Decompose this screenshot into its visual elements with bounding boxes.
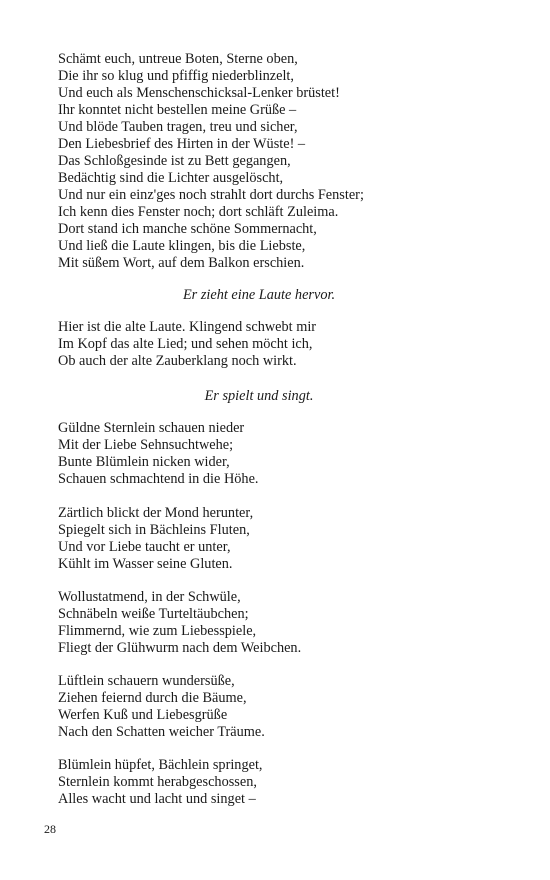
song-stanza-4: [58, 673, 528, 741]
verse-line: Alles wacht und lacht und singet –: [58, 791, 256, 807]
song-stanza-2: [58, 505, 528, 573]
verse-line: Und euch als Menschenschicksal-Lenker brüstet!: [58, 85, 340, 101]
verse-line: Hier ist die alte Laute. Klingend schwebt mir: [58, 319, 317, 335]
verse-line: Schauen schmachtend in die Höhe.: [58, 471, 259, 487]
stage-direction-1: Er zieht eine Laute hervor.: [182, 287, 336, 303]
verse-line: Mit süßem Wort, auf dem Balkon erschien.: [58, 255, 305, 271]
verse-line: Sternlein kommt herabgeschossen,: [58, 774, 257, 790]
verse-line: Ihr konntet nicht bestellen meine Grüße –: [58, 102, 297, 118]
verse-line: Wollustatmend, in der Schwüle,: [58, 589, 241, 605]
verse-line: Zärtlich blickt der Mond herunter,: [58, 505, 254, 521]
verse-line: Ich kenn dies Fenster noch; dort schläft Zuleima.: [58, 204, 339, 220]
verse-line: Schnäbeln weiße Turteltäubchen;: [58, 606, 249, 622]
verse-line: Ziehen feiernd durch die Bäume,: [58, 690, 247, 706]
verse-line: Lüftlein schauern wundersüße,: [58, 673, 235, 689]
verse-line: Ob auch der alte Zauberklang noch wirkt.: [58, 353, 297, 369]
verse-line: Bedächtig sind die Lichter ausgelöscht,: [58, 170, 284, 186]
verse-line: Nach den Schatten weicher Träume.: [58, 724, 265, 740]
verse-line: Flimmernd, wie zum Liebesspiele,: [58, 623, 257, 639]
verse-line: Und nur ein einz'ges noch strahlt dort durchs Fenster;: [58, 187, 364, 203]
page-number: 28: [44, 822, 56, 836]
verse-line: Dort stand ich manche schöne Sommernacht,: [58, 221, 317, 237]
verse-line: Im Kopf das alte Lied; und sehen möcht ich,: [58, 336, 313, 352]
verse-stanza-2: [58, 319, 528, 370]
verse-stanza-1: [58, 51, 528, 272]
verse-line: Fliegt der Glühwurm nach dem Weibchen.: [58, 640, 302, 656]
verse-line: Werfen Kuß und Liebesgrüße: [58, 707, 228, 723]
verse-line: Blümlein hüpfet, Bächlein springet,: [58, 757, 263, 773]
song-stanza-3: [58, 589, 528, 657]
verse-line: Und vor Liebe taucht er unter,: [58, 539, 231, 555]
verse-line: Die ihr so klug und pfiffig niederblinzelt,: [58, 68, 294, 84]
verse-line: Das Schloßgesinde ist zu Bett gegangen,: [58, 153, 291, 169]
verse-line: Schämt euch, untreue Boten, Sterne oben,: [58, 51, 298, 67]
verse-line: Und ließ die Laute klingen, bis die Liebste,: [58, 238, 306, 254]
verse-line: Mit der Liebe Sehnsuchtwehe;: [58, 437, 234, 453]
verse-line: Und blöde Tauben tragen, treu und sicher,: [58, 119, 298, 135]
stage-direction-2: Er spielt und singt.: [204, 388, 314, 404]
verse-line: Güldne Sternlein schauen nieder: [58, 420, 245, 436]
verse-line: Kühlt im Wasser seine Gluten.: [58, 556, 233, 572]
verse-line: Spiegelt sich in Bächleins Fluten,: [58, 522, 250, 538]
verse-line: Den Liebesbrief des Hirten in der Wüste! –: [58, 136, 306, 152]
song-stanza-5: [58, 757, 528, 808]
song-stanza-1: [58, 420, 528, 488]
verse-line: Bunte Blümlein nicken wider,: [58, 454, 230, 470]
